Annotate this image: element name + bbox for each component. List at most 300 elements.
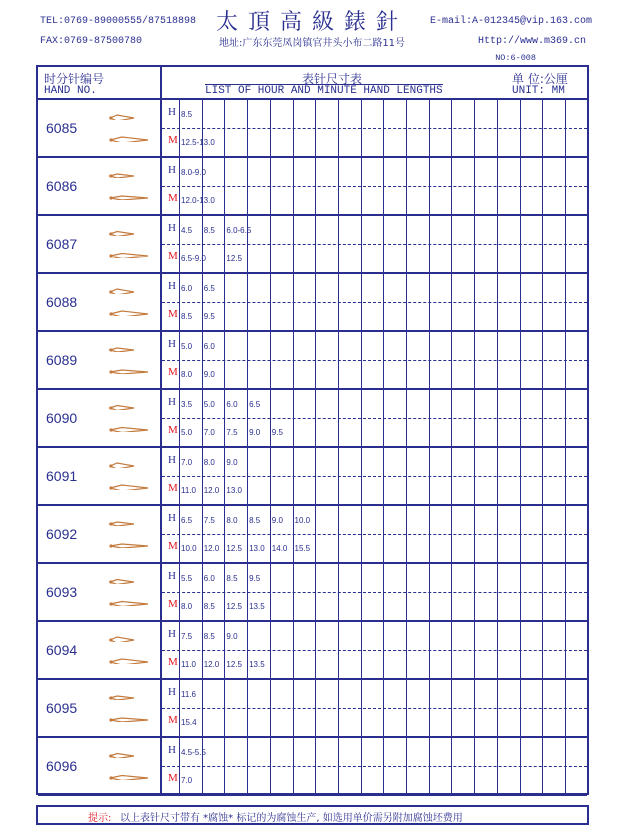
hand-code: 6090: [46, 410, 78, 426]
cell-divider: [383, 158, 384, 214]
table-row: [38, 564, 587, 622]
cell-divider: [179, 506, 180, 562]
cell-divider: [361, 390, 362, 446]
cell-divider: [202, 622, 203, 678]
cell-divider: [451, 274, 452, 330]
cell-divider: [270, 738, 271, 794]
hour-length-value: 6.5: [181, 516, 193, 525]
cell-divider: [247, 622, 248, 678]
cell-divider: [588, 448, 589, 504]
cell-divider: [520, 448, 521, 504]
hour-hand-icon: [108, 636, 138, 642]
value-cells: [179, 332, 587, 388]
minute-length-value: 10.0: [181, 544, 197, 553]
cell-divider: [542, 158, 543, 214]
cell-divider: [497, 506, 498, 562]
hand-code: 6093: [46, 584, 78, 600]
hour-length-value: 9.5: [249, 574, 261, 583]
cell-divider: [474, 390, 475, 446]
table-row: [38, 506, 587, 564]
cell-divider: [293, 738, 294, 794]
hour-length-value: 4.5-5.5: [181, 748, 206, 757]
minute-label: M: [168, 772, 178, 784]
minute-length-value: 8.0: [181, 370, 193, 379]
cell-divider: [179, 274, 180, 330]
cell-divider: [451, 100, 452, 156]
cell-divider: [202, 100, 203, 156]
hour-length-value: 8.5: [226, 574, 238, 583]
cell-divider: [293, 390, 294, 446]
table-row: [38, 158, 587, 216]
hand-code: 6086: [46, 178, 78, 194]
cell-divider: [520, 680, 521, 736]
hour-length-value: 5.5: [181, 574, 193, 583]
cell-divider: [361, 100, 362, 156]
minute-hand-icon: [108, 136, 152, 142]
cell-divider: [451, 564, 452, 620]
cell-divider: [520, 506, 521, 562]
cell-divider: [588, 274, 589, 330]
table-row: [38, 390, 587, 448]
cell-divider: [338, 390, 339, 446]
minute-length-value: 9.5: [203, 312, 215, 321]
hand-code: 6087: [46, 236, 78, 252]
cell-divider: [270, 448, 271, 504]
cell-divider: [270, 622, 271, 678]
cell-divider: [293, 448, 294, 504]
hour-length-value: 8.5: [203, 226, 215, 235]
cell-divider: [270, 390, 271, 446]
minute-length-value: 12.5: [226, 602, 242, 611]
cell-divider: [588, 216, 589, 272]
table-row: [38, 738, 587, 796]
hour-length-value: 6.5: [203, 284, 215, 293]
hour-label: H: [168, 396, 176, 408]
cell-divider: [247, 274, 248, 330]
cell-divider: [202, 216, 203, 272]
cell-divider: [565, 622, 566, 678]
hand-code: 6096: [46, 758, 78, 774]
hour-length-value: 5.0: [203, 400, 215, 409]
minute-length-value: 12.0: [203, 660, 220, 669]
cell-divider: [565, 332, 566, 388]
minute-hand-icon: [108, 368, 152, 374]
cell-divider: [565, 216, 566, 272]
cell-divider: [338, 506, 339, 562]
cell-divider: [293, 332, 294, 388]
hour-label: H: [168, 686, 176, 698]
cell-divider: [270, 274, 271, 330]
cell-divider: [474, 216, 475, 272]
cell-divider: [383, 100, 384, 156]
cell-divider: [224, 100, 225, 156]
minute-length-value: 12.5: [226, 544, 242, 553]
hour-length-value: 11.6: [181, 690, 196, 699]
minute-hand-icon: [108, 774, 152, 780]
minute-length-value: 13.5: [249, 602, 265, 611]
hand-code: 6095: [46, 700, 78, 716]
cell-divider: [542, 738, 543, 794]
page-header: [0, 0, 624, 64]
cell-divider: [474, 564, 475, 620]
value-cells: [179, 390, 587, 446]
cell-divider: [474, 680, 475, 736]
cell-divider: [270, 506, 271, 562]
cell-divider: [202, 448, 203, 504]
table-row: [38, 274, 587, 332]
hour-length-value: 6.5: [249, 400, 261, 409]
value-cells: [179, 274, 587, 330]
minute-length-value: 9.0: [203, 370, 215, 379]
cell-divider: [565, 390, 566, 446]
cell-divider: [542, 506, 543, 562]
hour-label: H: [168, 222, 176, 234]
cell-divider: [338, 274, 339, 330]
minute-label: M: [168, 366, 178, 378]
value-cells: [179, 158, 587, 214]
cell-divider: [497, 158, 498, 214]
cell-divider: [565, 158, 566, 214]
cell-divider: [451, 158, 452, 214]
cell-divider: [542, 622, 543, 678]
cell-divider: [383, 274, 384, 330]
cell-divider: [429, 158, 430, 214]
cell-divider: [224, 564, 225, 620]
cell-divider: [338, 564, 339, 620]
minute-length-value: 13.5: [249, 660, 265, 669]
minute-length-value: 11.0: [181, 486, 196, 495]
cell-divider: [406, 738, 407, 794]
cell-divider: [451, 448, 452, 504]
cell-divider: [224, 332, 225, 388]
cell-divider: [588, 390, 589, 446]
value-cells: [179, 448, 587, 504]
cell-divider: [361, 332, 362, 388]
cell-divider: [497, 448, 498, 504]
cell-divider: [224, 390, 225, 446]
value-cells: [179, 564, 587, 620]
minute-length-value: 12.0: [203, 486, 220, 495]
hour-hand-icon: [108, 462, 138, 468]
cell-divider: [224, 274, 225, 330]
cell-divider: [383, 216, 384, 272]
website: Http://www.m369.cn: [478, 36, 587, 47]
cell-divider: [315, 274, 316, 330]
cell-divider: [588, 738, 589, 794]
cell-divider: [315, 390, 316, 446]
cell-divider: [520, 216, 521, 272]
cell-divider: [270, 100, 271, 156]
cell-divider: [429, 100, 430, 156]
cell-divider: [497, 738, 498, 794]
cell-divider: [247, 680, 248, 736]
cell-divider: [451, 216, 452, 272]
minute-label: M: [168, 540, 178, 552]
cell-divider: [429, 448, 430, 504]
hour-length-value: 5.0: [181, 342, 193, 351]
table-row: [38, 100, 587, 158]
minute-hand-icon: [108, 194, 152, 200]
cell-divider: [474, 622, 475, 678]
cell-divider: [202, 738, 203, 794]
cell-divider: [179, 158, 180, 214]
cell-divider: [565, 100, 566, 156]
hour-length-value: 7.0: [181, 458, 193, 467]
minute-length-value: 7.0: [203, 428, 215, 437]
hour-length-value: 8.5: [181, 110, 193, 119]
minute-length-value: 15.4: [181, 718, 197, 727]
cell-divider: [361, 216, 362, 272]
hour-hand-icon: [108, 230, 138, 236]
cell-divider: [224, 622, 225, 678]
cell-divider: [542, 274, 543, 330]
cell-divider: [293, 100, 294, 156]
cell-divider: [179, 448, 180, 504]
cell-divider: [451, 390, 452, 446]
hour-length-value: 9.0: [226, 632, 238, 641]
hour-hand-icon: [108, 694, 138, 700]
cell-divider: [293, 564, 294, 620]
hour-length-value: 6.0: [226, 400, 238, 409]
value-cells: [179, 100, 587, 156]
table-header: [38, 67, 587, 100]
hand-code: 6085: [46, 120, 78, 136]
cell-divider: [224, 158, 225, 214]
cell-divider: [338, 738, 339, 794]
cell-divider: [315, 448, 316, 504]
cell-divider: [361, 564, 362, 620]
cell-divider: [383, 622, 384, 678]
hour-length-value: 6.0: [203, 574, 215, 583]
cell-divider: [179, 100, 180, 156]
value-cells: [179, 506, 587, 562]
hand-code: 6092: [46, 526, 78, 542]
table-row: [38, 448, 587, 506]
cell-divider: [315, 680, 316, 736]
cell-divider: [361, 622, 362, 678]
cell-divider: [293, 158, 294, 214]
cell-divider: [383, 506, 384, 562]
cell-divider: [406, 564, 407, 620]
hand-code: 6089: [46, 352, 78, 368]
cell-divider: [247, 506, 248, 562]
cell-divider: [315, 506, 316, 562]
minute-length-value: 6.5-9.0: [181, 254, 206, 263]
cell-divider: [542, 332, 543, 388]
cell-divider: [247, 738, 248, 794]
hour-hand-icon: [108, 172, 138, 178]
cell-divider: [565, 448, 566, 504]
cell-divider: [474, 448, 475, 504]
minute-hand-icon: [108, 426, 152, 432]
cell-divider: [315, 216, 316, 272]
cell-divider: [497, 680, 498, 736]
hand-no-header-en: HAND NO.: [44, 85, 97, 97]
hour-label: H: [168, 628, 176, 640]
cell-divider: [270, 216, 271, 272]
cell-divider: [542, 390, 543, 446]
hour-length-value: 4.5: [181, 226, 193, 235]
cell-divider: [474, 506, 475, 562]
cell-divider: [202, 390, 203, 446]
cell-divider: [520, 390, 521, 446]
document-number: NO:6-008: [495, 53, 536, 63]
minute-length-value: 9.5: [271, 428, 283, 437]
hour-length-value: 7.5: [181, 632, 193, 641]
cell-divider: [429, 564, 430, 620]
cell-divider: [429, 274, 430, 330]
cell-divider: [293, 680, 294, 736]
cell-divider: [179, 332, 180, 388]
value-cells: [179, 622, 587, 678]
hour-length-value: 7.5: [203, 516, 215, 525]
cell-divider: [451, 680, 452, 736]
cell-divider: [474, 332, 475, 388]
hour-length-value: 9.0: [226, 458, 238, 467]
cell-divider: [270, 564, 271, 620]
cell-divider: [520, 100, 521, 156]
cell-divider: [406, 390, 407, 446]
cell-divider: [202, 506, 203, 562]
value-cells: [179, 738, 587, 794]
cell-divider: [338, 158, 339, 214]
table-row: [38, 622, 587, 680]
company-address: 地址:广东东莞凤岗镇官井头小布二路11号: [218, 38, 406, 49]
hour-label: H: [168, 164, 176, 176]
cell-divider: [338, 680, 339, 736]
minute-length-value: 8.5: [181, 312, 193, 321]
hour-hand-icon: [108, 114, 138, 120]
cell-divider: [338, 622, 339, 678]
minute-length-value: 9.0: [249, 428, 261, 437]
cell-divider: [588, 158, 589, 214]
minute-length-value: 12.0-13.0: [181, 196, 215, 205]
minute-length-value: 11.0: [181, 660, 196, 669]
minute-hand-icon: [108, 658, 152, 664]
value-cells: [179, 216, 587, 272]
minute-label: M: [168, 714, 178, 726]
cell-divider: [406, 274, 407, 330]
minute-length-value: 7.5: [226, 428, 238, 437]
cell-divider: [383, 390, 384, 446]
hour-label: H: [168, 570, 176, 582]
cell-divider: [406, 680, 407, 736]
cell-divider: [497, 622, 498, 678]
cell-divider: [179, 622, 180, 678]
hand-no-header-cn: 时分针编号: [44, 72, 105, 86]
cell-divider: [565, 738, 566, 794]
cell-divider: [202, 274, 203, 330]
cell-divider: [429, 332, 430, 388]
cell-divider: [247, 390, 248, 446]
cell-divider: [565, 680, 566, 736]
minute-label: M: [168, 192, 178, 204]
cell-divider: [315, 332, 316, 388]
cell-divider: [315, 564, 316, 620]
hand-length-table: [36, 65, 589, 795]
cell-divider: [179, 564, 180, 620]
table-title-en: LIST OF HOUR AND MINUTE HAND LENGTHS: [205, 85, 443, 97]
minute-label: M: [168, 598, 178, 610]
cell-divider: [247, 448, 248, 504]
cell-divider: [247, 100, 248, 156]
cell-divider: [383, 738, 384, 794]
cell-divider: [565, 564, 566, 620]
cell-divider: [520, 622, 521, 678]
cell-divider: [474, 738, 475, 794]
cell-divider: [588, 564, 589, 620]
cell-divider: [383, 332, 384, 388]
cell-divider: [224, 216, 225, 272]
cell-divider: [293, 506, 294, 562]
cell-divider: [406, 158, 407, 214]
cell-divider: [497, 332, 498, 388]
minute-label: M: [168, 482, 178, 494]
cell-divider: [338, 332, 339, 388]
footer-text: 以上表针尺寸带有 *腐蚀* 标记的为腐蚀生产, 如选用单价需另附加腐蚀坯费用: [120, 813, 463, 824]
hour-length-value: 8.0: [226, 516, 238, 525]
cell-divider: [451, 738, 452, 794]
minute-length-value: 13.0: [226, 486, 242, 495]
minute-length-value: 13.0: [249, 544, 265, 553]
cell-divider: [429, 390, 430, 446]
hour-label: H: [168, 106, 176, 118]
minute-hand-icon: [108, 716, 152, 722]
cell-divider: [338, 216, 339, 272]
minute-hand-icon: [108, 600, 152, 606]
cell-divider: [247, 564, 248, 620]
minute-length-value: 14.0: [271, 544, 288, 553]
cell-divider: [542, 100, 543, 156]
hour-hand-icon: [108, 520, 138, 526]
cell-divider: [179, 680, 180, 736]
cell-divider: [451, 506, 452, 562]
cell-divider: [270, 158, 271, 214]
cell-divider: [588, 332, 589, 388]
company-title: 太頂高級錶針: [215, 10, 408, 35]
hour-label: H: [168, 280, 176, 292]
hour-length-value: 10.0: [294, 516, 311, 525]
cell-divider: [361, 738, 362, 794]
cell-divider: [406, 448, 407, 504]
hour-length-value: 3.5: [181, 400, 193, 409]
minute-length-value: 5.0: [181, 428, 193, 437]
cell-divider: [520, 332, 521, 388]
value-cells: [179, 680, 587, 736]
hour-hand-icon: [108, 752, 138, 758]
minute-hand-icon: [108, 542, 152, 548]
minute-length-value: 15.5: [294, 544, 311, 553]
hour-length-value: 8.5: [203, 632, 215, 641]
hour-length-value: 8.5: [249, 516, 261, 525]
minute-length-value: 12.5: [226, 660, 242, 669]
cell-divider: [474, 100, 475, 156]
cell-divider: [588, 680, 589, 736]
hour-label: H: [168, 454, 176, 466]
cell-divider: [406, 216, 407, 272]
cell-divider: [224, 680, 225, 736]
table-title-cn: 表针尺寸表: [302, 72, 363, 86]
cell-divider: [383, 448, 384, 504]
cell-divider: [474, 158, 475, 214]
cell-divider: [293, 274, 294, 330]
table-row: [38, 680, 587, 738]
cell-divider: [429, 622, 430, 678]
hour-length-value: 6.0: [181, 284, 193, 293]
cell-divider: [497, 100, 498, 156]
cell-divider: [293, 622, 294, 678]
cell-divider: [315, 100, 316, 156]
